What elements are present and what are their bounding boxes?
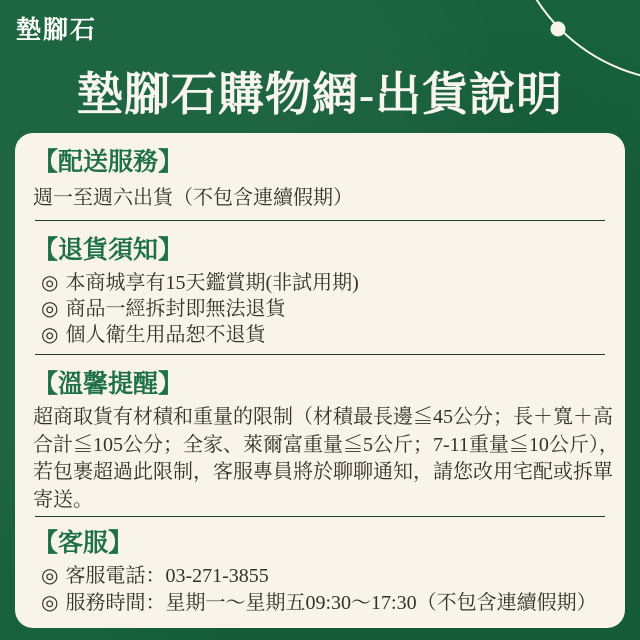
section-heading-customer-service: 【客服】 bbox=[33, 530, 134, 557]
section-heading-delivery: 【配送服務】 bbox=[33, 149, 184, 176]
info-card bbox=[15, 133, 625, 628]
brand-logo: 墊腳石 bbox=[16, 16, 98, 44]
reminder-line: 合計≦105公分；全家、萊爾富重量≦5公斤；7-11重量≦10公斤）， bbox=[33, 433, 619, 456]
list-item bbox=[41, 563, 607, 590]
list-item bbox=[41, 322, 607, 348]
reminder-paragraph bbox=[33, 404, 619, 514]
page-title: 墊腳石購物網-出貨說明 bbox=[76, 69, 564, 120]
bullseye-bullet-icon: ◎ bbox=[41, 272, 59, 294]
section-reminder bbox=[33, 371, 619, 514]
reminder-line: 寄送。 bbox=[33, 488, 93, 511]
return-policy-text: 商品一經拆封即無法退貨 bbox=[65, 298, 286, 320]
return-policy-text: 本商城享有15天鑑賞期(非試用期) bbox=[65, 272, 359, 294]
return-policy-list bbox=[33, 270, 607, 348]
section-return-policy bbox=[33, 237, 607, 348]
list-item bbox=[41, 270, 607, 296]
return-policy-text: 個人衛生用品恕不退貨 bbox=[65, 324, 266, 346]
list-item bbox=[41, 590, 607, 617]
reminder-line: 若包裹超過此限制，客服專員將於聊聊通知，請您改用宅配或拆單 bbox=[33, 461, 613, 483]
bullseye-bullet-icon: ◎ bbox=[41, 565, 59, 587]
divider bbox=[35, 354, 605, 355]
customer-service-hours: 服務時間：星期一～星期五09:30～17:30（不包含連續假期） bbox=[65, 592, 597, 614]
section-heading-reminder: 【溫馨提醒】 bbox=[33, 371, 184, 398]
section-heading-returns: 【退貨須知】 bbox=[33, 237, 184, 264]
customer-service-phone: 客服電話：03-271-3855 bbox=[65, 565, 269, 587]
divider bbox=[35, 516, 605, 517]
divider bbox=[35, 220, 605, 221]
section-delivery-service bbox=[33, 149, 607, 212]
delivery-text: 週一至週六出貨（不包含連續假期） bbox=[33, 187, 353, 209]
bullseye-bullet-icon: ◎ bbox=[41, 592, 59, 614]
reminder-line: 超商取貨有材積和重量的限制（材積最長邊≦45公分；長＋寬＋高 bbox=[33, 406, 613, 428]
bullseye-bullet-icon: ◎ bbox=[41, 298, 59, 320]
customer-service-list bbox=[33, 563, 607, 617]
bullseye-bullet-icon: ◎ bbox=[41, 324, 59, 346]
section-customer-service bbox=[33, 530, 607, 617]
list-item bbox=[41, 296, 607, 322]
